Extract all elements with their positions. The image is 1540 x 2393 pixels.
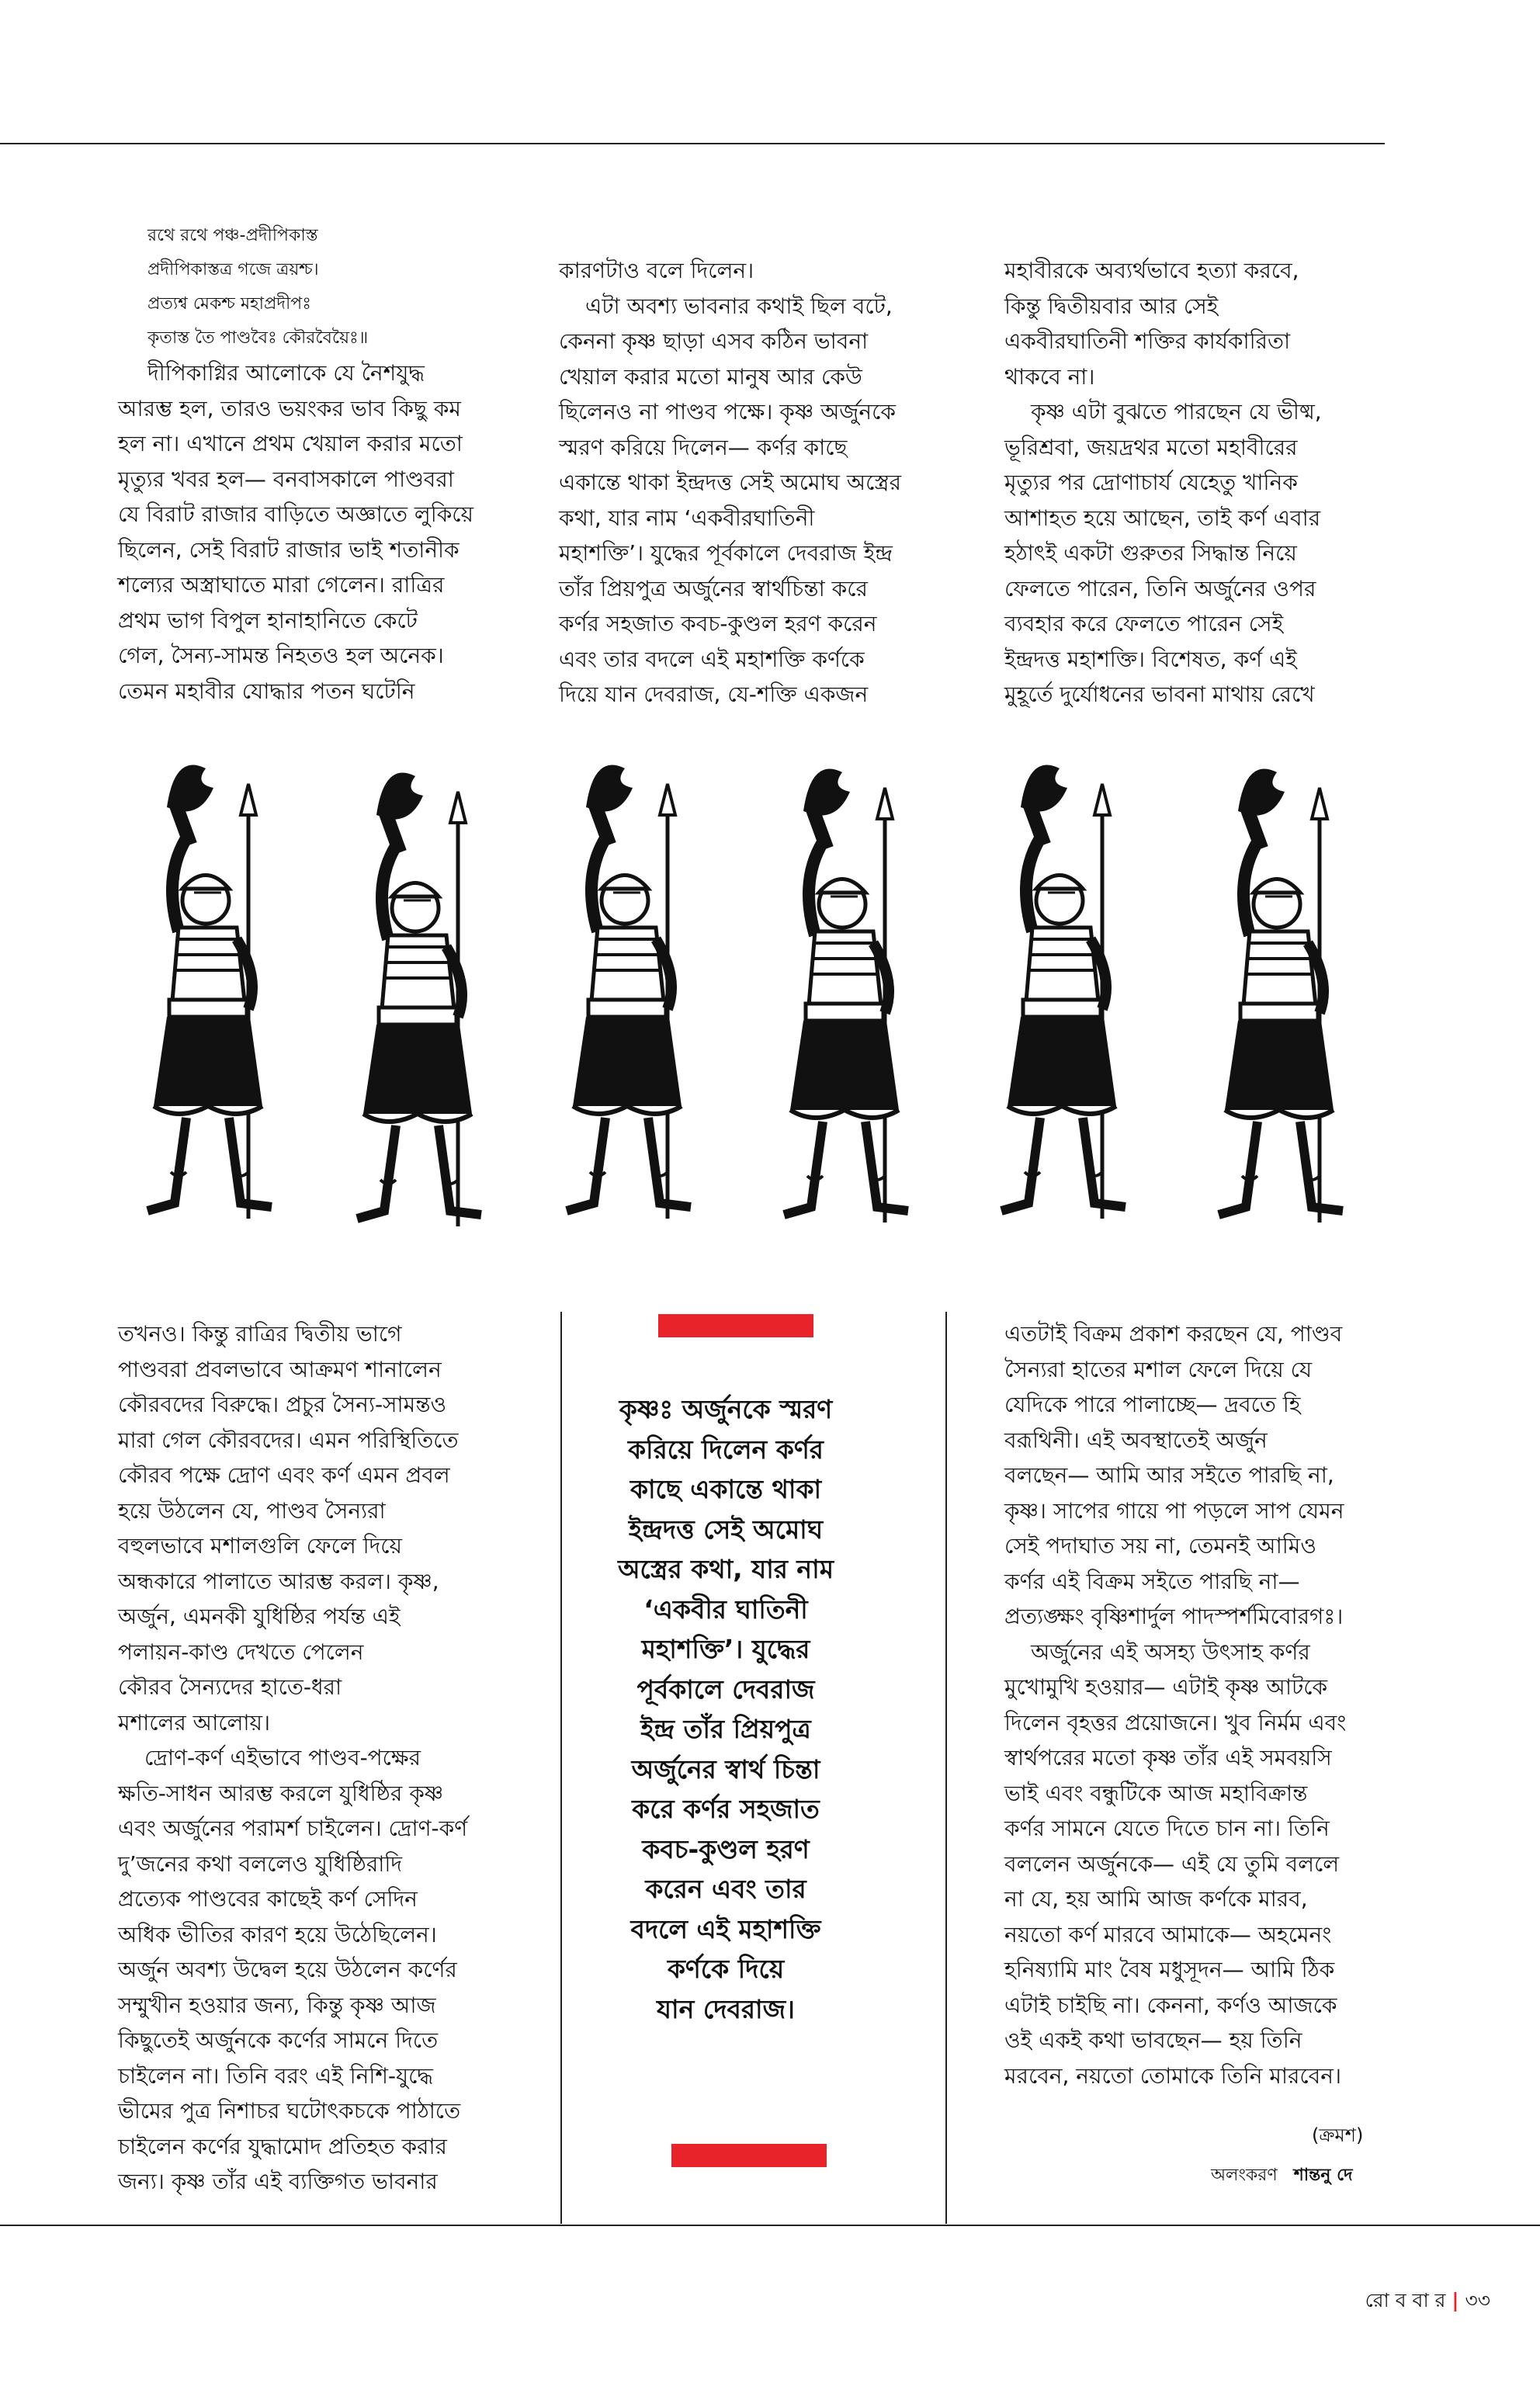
text-line: মহাবীরকে অব্যর্থভাবে হত্যা করবে,: [1004, 258, 1299, 283]
quote-line: অর্জুনের স্বার্থ চিন্তা: [631, 1753, 820, 1784]
quote-line: যান দেবরাজ।: [657, 1993, 795, 2024]
warrior-figure-1: [147, 765, 272, 1219]
text-line: একবীরঘাতিনী শক্তির কার্যকারিতা: [1004, 328, 1291, 354]
text-line: পলায়ন-কাণ্ড দেখতে পেলেন: [118, 1639, 364, 1665]
text-line: দু’জনের কথা বললেও যুধিষ্ঠিরাদি: [118, 1850, 403, 1877]
text-line: এবং তার বদলে এই মহাশক্তি কর্ণকে: [559, 646, 865, 672]
text-line: পাণ্ডবরা প্রবলভাবে আক্রমণ শানালেন: [118, 1356, 442, 1382]
text-line: ছিলেন, সেই বিরাট রাজার ভাই শতানীক: [118, 536, 460, 563]
text-line: সৈন্যরা হাতের মশাল ফেলে দিয়ে যে: [1004, 1356, 1313, 1382]
warrior-figure-3: [567, 765, 691, 1219]
warrior-figure-4: [784, 769, 908, 1223]
verse-line: প্রদীপিকাস্তত্র গজে ত্রয়শ্চ।: [147, 260, 319, 279]
text-line: হঠাৎই একটা গুরুতর সিদ্ধান্ত নিয়ে: [1004, 540, 1297, 566]
text-line: না যে, হয় আমি আজ কর্ণকে মারব,: [1004, 1886, 1308, 1912]
quote-line: কাছে একান্তে থাকা: [630, 1474, 822, 1504]
continued-note: (ক্রমশ): [1312, 2124, 1364, 2146]
text-line: ফেলতে পারেন, তিনি অর্জুনের ওপর: [1004, 575, 1316, 602]
text-line: জন্য। কৃষ্ণ তাঁর এই ব্যক্তিগত ভাবনার: [118, 2169, 438, 2194]
text-line: আরম্ভ হল, তারও ভয়ংকর ভাব কিছু কম: [118, 395, 461, 421]
text-line: সেই পদাঘাত সয় না, তেমনই আমিও: [1004, 1533, 1316, 1559]
warrior-figure-6: [1219, 769, 1343, 1223]
quote-line: বদলে এই মহাশক্তি: [630, 1913, 821, 1944]
text-line: ছিলেনও না পাণ্ডব পক্ষে। কৃষ্ণ অর্জুনকে: [559, 399, 896, 425]
text-line: কর্ণর সামনে যেতে দিতে চান না। তিনি: [1004, 1816, 1330, 1841]
text-line: অর্জুন অবশ্য উদ্বেল হয়ে উঠলেন কর্ণের: [118, 1957, 457, 1982]
text-line: বরূথিনী। এই অবস্থাতেই অর্জুন: [1004, 1427, 1268, 1453]
text-line: ব্যবহার করে ফেলতে পারেন সেই: [1004, 611, 1284, 636]
text-line: কর্ণর সহজাত কবচ-কুণ্ডল হরণ করেন: [559, 611, 877, 636]
page-folio: [1257, 2285, 1490, 2318]
verse-line: রথে রথে পঞ্চ-প্রদীপিকাস্ত: [147, 226, 318, 245]
text-line: কৌরবদের বিরুদ্ধে। প্রচুর সৈন্য-সামন্তও: [118, 1392, 447, 1417]
text-line: কেননা কৃষ্ণ ছাড়া এসব কঠিন ভাবনা: [559, 328, 869, 354]
verse-line: প্রত্যশ্ব মেকশ্চ মহাপ্রদীপঃ: [147, 294, 311, 314]
warrior-figure-2: [357, 773, 481, 1226]
text-line: এবং অর্জুনের পরামর্শ চাইলেন। দ্রোণ-কর্ণ: [118, 1816, 468, 1841]
text-line: থাকবে না।: [1004, 363, 1095, 390]
credit-label: অলংকরণ: [1211, 2166, 1278, 2185]
text-line: প্রত্যঙ্ক্ষং বৃষ্ণিশার্দুল পাদস্পর্শমিবোরগঃ।: [1004, 1604, 1344, 1629]
text-line: একান্তে থাকা ইন্দ্রদত্ত সেই অমোঘ অস্ত্রের: [559, 470, 902, 495]
text-line: স্মরণ করিয়ে দিলেন— কর্ণর কাছে: [559, 434, 848, 460]
text-line: ওই একই কথা ভাবছেন— হয় তিনি: [1004, 2027, 1302, 2053]
text-line: ভীমের পুত্র নিশাচর ঘটোৎকচকে পাঠাতে: [118, 2098, 461, 2124]
quote-line: ‘একবীর ঘাতিনী: [643, 1594, 808, 1625]
text-line: কথা, যার নাম ‘একবীরঘাতিনী: [559, 505, 815, 531]
quote-line: করেন এবং তার: [645, 1874, 806, 1904]
quote-line: কৃষ্ণঃ অর্জুনকে স্মরণ: [619, 1394, 833, 1424]
column-3-top: [1004, 253, 1408, 713]
text-line: প্রত্যেক পাণ্ডবের কাছেই কর্ণ সেদিন: [118, 1886, 418, 1912]
column-2-top: [559, 253, 962, 713]
text-line: স্বার্থপরের মতো কৃষ্ণ তাঁর এই সমবয়সি: [1004, 1745, 1332, 1770]
text-line: কৃষ্ণ এটা বুঝতে পারছেন যে ভীষ্ম,: [1031, 399, 1322, 425]
magazine-name: রো ব বা র: [1365, 2289, 1446, 2311]
text-line: দ্রোণ-কর্ণ এইভাবে পাণ্ডব-পক্ষের: [144, 1745, 421, 1770]
text-line: মারা গেল কৌরবদের। এমন পরিস্থিতিতে: [118, 1427, 459, 1453]
sanskrit-verse: [118, 219, 522, 355]
column-3-bottom: [1004, 1316, 1408, 2093]
text-line: প্রথম ভাগ বিপুল হানাহানিতে কেটে: [118, 607, 418, 633]
text-line: ভাই এবং বন্ধুটিকে আজ মহাবিক্রান্ত: [1004, 1780, 1308, 1806]
text-line: শল্যের অস্ত্রাঘাতে মারা গেলেন। রাত্রির: [118, 572, 445, 598]
text-line: আশাহত হয়ে আছেন, তাই কর্ণ এবার: [1004, 505, 1321, 531]
text-line: ইন্দ্রদত্ত মহাশক্তি। বিশেষত, কর্ণ এই: [1004, 646, 1297, 672]
text-line: তেমন মহাবীর যোদ্ধার পতন ঘটেনি: [118, 678, 415, 704]
text-line: খেয়াল করার মতো মানুষ আর কেউ: [559, 363, 862, 390]
folio-separator: |: [1452, 2289, 1459, 2311]
text-line: মশালের আলোয়।: [118, 1709, 271, 1736]
text-line: যেদিকে পারে পালাচ্ছে— দ্রবতে হি: [1004, 1392, 1301, 1417]
text-line: মৃত্যুর পর দ্রোণাচার্য যেহেতু খানিক: [1004, 470, 1298, 495]
quote-line: করে কর্ণর সহজাত: [632, 1794, 820, 1824]
text-line: চাইলেন কর্ণের যুদ্ধামোদ প্রতিহত করার: [118, 2133, 447, 2159]
text-line: তখনও। কিন্তু রাত্রির দ্বিতীয় ভাগে: [118, 1321, 402, 1347]
bottom-rule: [0, 2225, 1540, 2226]
illustration-credit: [1211, 2162, 1353, 2190]
text-line: কিন্তু দ্বিতীয়বার আর সেই: [1004, 293, 1219, 319]
credit-name: শান্তনু দে: [1293, 2166, 1353, 2185]
quote-line: করিয়ে দিলেন কর্ণর: [628, 1434, 824, 1465]
text-line: কৃষ্ণ। সাপের গায়ে পা পড়লে সাপ যেমন: [1004, 1497, 1344, 1524]
text-line: চাইলেন না। তিনি বরং এই নিশি-যুদ্ধে: [118, 2062, 433, 2089]
quote-line: কর্ণকে দিয়ে: [667, 1954, 785, 1984]
text-line: হনিষ্যামি মাং বৈষ মধুসূদন— আমি ঠিক: [1004, 1957, 1335, 1982]
text-line: মহাশক্তি’। যুদ্ধের পূর্বকালে দেবরাজ ইন্দ্র: [559, 540, 893, 566]
text-line: বহুলভাবে মশালগুলি ফেলে দিয়ে: [118, 1533, 403, 1559]
text-line: এটাই চাইছি না। কেননা, কর্ণও আজকে: [1004, 1992, 1337, 2018]
text-line: অন্ধকারে পালাতে আরম্ভ করল। কৃষ্ণ,: [118, 1568, 439, 1594]
text-line: মুহূর্তে দুর্যোধনের ভাবনা মাথায় রেখে: [1004, 681, 1315, 707]
page-number: ৩৩: [1465, 2289, 1490, 2311]
warrior-figure-5: [1001, 765, 1126, 1219]
quote-line: ইন্দ্র তাঁর প্রিয়পুত্র: [640, 1714, 811, 1744]
text-line: অর্জুন, এমনকী যুধিষ্ঠির পর্যন্ত এই: [118, 1604, 401, 1629]
text-line: যে বিরাট রাজার বাড়িতে অজ্ঞাতে লুকিয়ে: [118, 501, 474, 527]
text-line: বললেন অর্জুনকে— এই যে তুমি বললে: [1004, 1850, 1340, 1877]
text-line: ভূরিশ্রবা, জয়দ্রথর মতো মহাবীরের: [1004, 434, 1298, 460]
text-line: মুখোমুখি হওয়ার— এটাই কৃষ্ণ আটকে: [1004, 1674, 1328, 1700]
text-line: হয়ে উঠলেন যে, পাণ্ডব সৈন্যরা: [118, 1497, 386, 1524]
top-rule: [0, 143, 1385, 144]
quote-line: পূর্বকালে দেবরাজ: [636, 1673, 815, 1705]
text-line: ক্ষতি-সাধন আরম্ভ করলে যুধিষ্ঠির কৃষ্ণ: [118, 1780, 444, 1806]
warriors-illustration: [116, 753, 1397, 1234]
quote-line: ইন্দ্রদত্ত সেই অমোঘ: [628, 1514, 824, 1545]
text-line: অধিক ভীতির কারণ হয়ে উঠেছিলেন।: [118, 1921, 437, 1947]
column-1-bottom: [118, 1316, 537, 2200]
text-line: মরবেন, নয়তো তোমাকে তিনি মারবেন।: [1004, 2062, 1341, 2089]
text-line: গেল, সৈন্য-সামন্ত নিহতও হল অনেক।: [118, 643, 444, 668]
text-line: দিয়ে যান দেবরাজ, যে-শক্তি একজন: [559, 681, 869, 707]
quote-line: অস্ত্রের কথা, যার নাম: [617, 1554, 834, 1584]
text-line: কারণটাও বলে দিলেন।: [559, 258, 754, 283]
column-divider-left: [560, 1312, 562, 2224]
text-line: সম্মুখীন হওয়ার জন্য, কিন্তু কৃষ্ণ আজ: [118, 1992, 436, 2018]
text-line: এটা অবশ্য ভাবনার কথাই ছিল বটে,: [585, 293, 893, 319]
pull-quote-bottom-bar: [671, 2144, 827, 2167]
text-line: মৃত্যুর খবর হল— বনবাসকালে পাণ্ডবরা: [118, 466, 454, 492]
text-line: নয়তো কর্ণ মারবে আমাকে— অহমেনং: [1004, 1921, 1332, 1947]
text-line: কৌরব সৈন্যদের হাতে-ধরা: [118, 1674, 342, 1700]
column-divider-right: [945, 1312, 947, 2224]
text-line: কর্ণর এই বিক্রম সইতে পারছি না—: [1004, 1568, 1300, 1594]
text-line: তাঁর প্রিয়পুত্র অর্জুনের স্বার্থচিন্তা করে: [559, 575, 868, 602]
text-line: কৌরব পক্ষে দ্রোণ এবং কর্ণ এমন প্রবল: [118, 1462, 450, 1488]
text-line: এতটাই বিক্রম প্রকাশ করছেন যে, পাণ্ডব: [1004, 1321, 1343, 1347]
column-1-top: [118, 219, 522, 709]
text-line: হল না। এখানে প্রথম খেয়াল করার মতো: [118, 431, 463, 456]
text-line: দীপিকাগ্নির আলোকে যে নৈশযুদ্ধ: [147, 360, 425, 386]
pull-quote: [598, 1389, 854, 2029]
verse-line: কৃতাস্ত তৈ পাণ্ডবৈঃ কৌরবৈয়ৈঃ॥: [147, 328, 369, 348]
text-line: বলছেন— আমি আর সইতে পারছি না,: [1004, 1462, 1334, 1488]
quote-line: মহাশক্তি’। যুদ্ধের: [641, 1634, 810, 1664]
quote-line: কবচ-কুণ্ডল হরণ: [642, 1833, 810, 1864]
text-line: দিলেন বৃহত্তর প্রয়োজনে। খুব নির্মম এবং: [1004, 1709, 1347, 1736]
pull-quote-top-bar: [658, 1314, 813, 1337]
text-line: কিছুতেই অর্জুনকে কর্ণের সামনে দিতে: [118, 2027, 439, 2053]
text-line: অর্জুনের এই অসহ্য উৎসাহ কর্ণর: [1031, 1639, 1310, 1665]
